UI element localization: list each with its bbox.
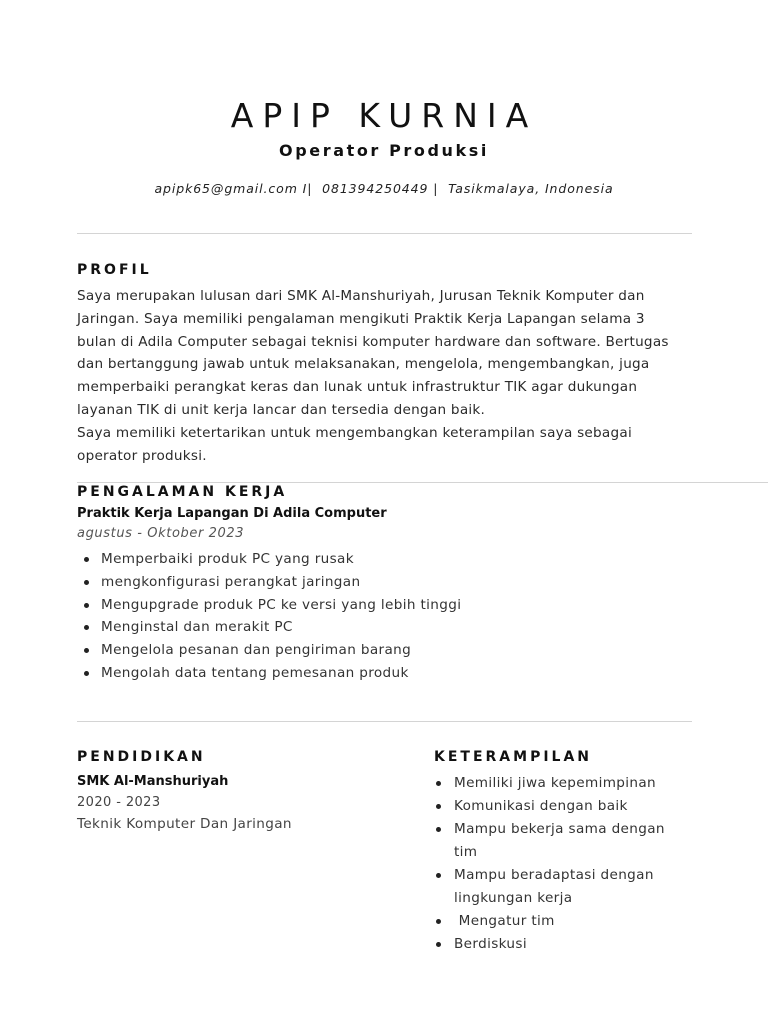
job-period: agustus - Oktober 2023 xyxy=(77,526,245,541)
experience-item: Mengelola pesanan dan pengiriman barang xyxy=(77,639,461,662)
profile-line: dan bertanggung jawab untuk melaksanakan, mengelola, mengembangkan, juga xyxy=(77,356,650,373)
skill-line: Komunikasi dengan baik xyxy=(454,798,628,814)
profile-line: memperbaiki perangkat keras dan lunak untuk infrastruktur TIK agar dukungan xyxy=(77,379,638,396)
skill-item xyxy=(430,933,665,956)
contact-line: apipk65@gmail.com I| 081394250449 | Tasikmalaya, Indonesia xyxy=(154,181,614,196)
skill-item xyxy=(430,864,665,910)
experience-heading: PENGALAMAN KERJA xyxy=(77,484,288,500)
skills-heading: KETERAMPILAN xyxy=(434,749,593,765)
profile-line: bulan di Adila Computer sebagai teknisi komputer hardware dan software. Bertugas xyxy=(77,333,669,350)
skill-line: Berdiskusi xyxy=(454,936,527,952)
education-heading: PENDIDIKAN xyxy=(77,749,206,765)
job-title: Praktik Kerja Lapangan Di Adila Computer xyxy=(77,506,387,521)
profile-line: layanan TIK di unit kerja lancar dan tersedia dengan baik. xyxy=(77,401,486,418)
skill-line: lingkungan kerja xyxy=(454,890,573,906)
skill-line: Memiliki jiwa kepemimpinan xyxy=(454,775,657,791)
education-years: 2020 - 2023 xyxy=(77,795,161,810)
profile-line: Jaringan. Saya memiliki pengalaman mengikuti Praktik Kerja Lapangan selama 3 xyxy=(77,310,645,327)
education-school: SMK Al-Manshuriyah xyxy=(77,774,229,789)
skill-line: Mengatur tim xyxy=(454,913,555,929)
skill-line: Mampu beradaptasi dengan xyxy=(454,867,654,883)
experience-item: mengkonfigurasi perangkat jaringan xyxy=(77,571,461,594)
experience-list xyxy=(77,548,461,685)
experience-item: Memperbaiki produk PC yang rusak xyxy=(77,548,461,571)
profile-text xyxy=(77,285,747,467)
skill-item xyxy=(430,910,665,933)
experience-item: Mengupgrade produk PC ke versi yang lebih tinggi xyxy=(77,594,461,617)
education-major: Teknik Komputer Dan Jaringan xyxy=(77,816,292,832)
resume-role: Operator Produksi xyxy=(279,141,489,160)
skill-item xyxy=(430,818,665,864)
profile-line: Saya memiliki ketertarikan untuk mengembangkan keterampilan saya sebagai xyxy=(77,424,632,441)
divider-experience xyxy=(77,482,768,483)
skill-item xyxy=(430,772,665,795)
skill-line: tim xyxy=(454,844,478,860)
divider-top xyxy=(77,233,692,234)
experience-item: Mengolah data tentang pemesanan produk xyxy=(77,662,461,685)
profile-line: Saya merupakan lulusan dari SMK Al-Manshuriyah, Jurusan Teknik Komputer dan xyxy=(77,288,645,304)
profile-line: operator produksi. xyxy=(77,447,207,464)
skills-list xyxy=(430,772,665,956)
skill-item xyxy=(430,795,665,818)
profile-heading: PROFIL xyxy=(77,262,152,278)
divider-bottom xyxy=(77,721,692,722)
experience-item: Menginstal dan merakit PC xyxy=(77,616,461,639)
skill-line: Mampu bekerja sama dengan xyxy=(454,821,665,837)
resume-name: APIP KURNIA xyxy=(230,96,538,135)
